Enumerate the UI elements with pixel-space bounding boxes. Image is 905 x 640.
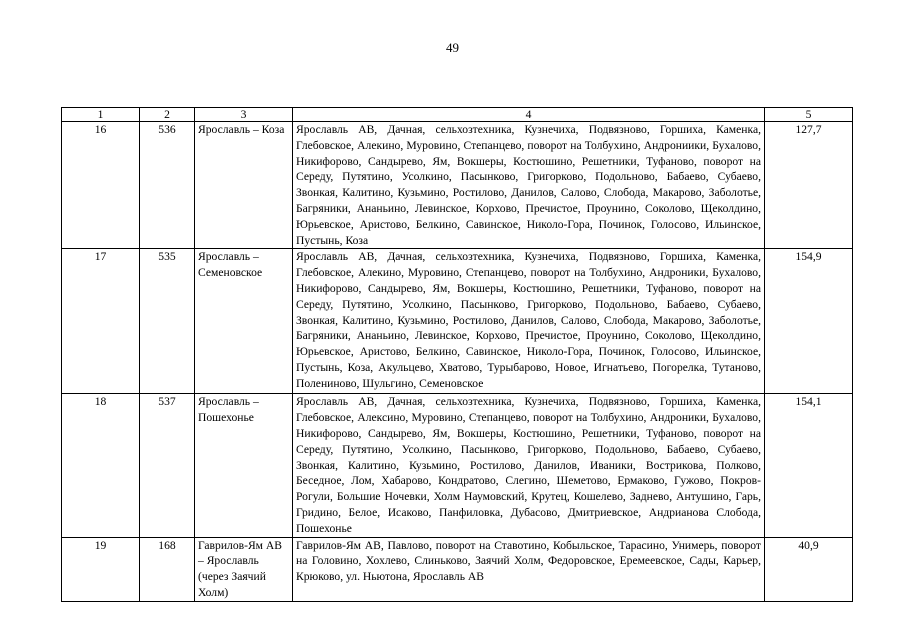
route-stops: Ярославль АВ, Дачная, сельхозтехника, Кузнечиха, Подвязново, Горшиха, Каменка, Глебовское, Алекино, Муровино, Степанцево, поворот на Толбухино, Андроники, Бухалово, Никифорово, Сандырево, Ям, Вокшеры, Костюшино, Решетники, Туфаново, поворот на Середу, Путятино, Усолкино, Пасынково, Григорково, Подольново, Бабаево, Субаево, Звонкая, Калитино, Кузьмино, Ростилово, Данилов, Салово, Слобода, Макарово, Заболотье, Багряники, Ананьино, Левинское, Корхово, Пречистое, Проунино, Соколово, Щеколдино, Юрьевское, Аристово, Белкино, Савинское, Николо-Гора, Починок, Голосово, Ильинское, Пустынь, Коза, Акульцево, Хватово, Турыбарово, Новое, Игнатьево, Погорелка, Тутаново, Полениново, Шульгино, Семеновское: [293, 249, 765, 394]
row-number: 17: [62, 249, 140, 394]
row-number: 19: [62, 537, 140, 601]
header-row: [62, 108, 853, 122]
route-length: 40,9: [765, 537, 853, 601]
table-row: [62, 249, 853, 394]
column-header-3: 3: [195, 108, 293, 122]
column-header-2: 2: [140, 108, 195, 122]
column-header-4: 4: [293, 108, 765, 122]
route-number: 168: [140, 537, 195, 601]
column-header-1: 1: [62, 108, 140, 122]
route-name: Ярославль – Коза: [195, 122, 293, 249]
route-stops: Ярославль АВ, Дачная, сельхозтехника, Кузнечиха, Подвязново, Горшиха, Каменка, Глебовское, Алекино, Муровино, Степанцево, поворот на Толбухино, Андрониики, Бухалово, Никифорово, Сандырево, Ям, Вокшеры, Костюшино, Решетники, Туфаново, поворот на Середу, Путятино, Усолкино, Пасынково, Григорково, Подольново, Бабаево, Субаево, Звонкая, Калитино, Кузьмино, Ростилово, Данилов, Салово, Слобода, Макарово, Заболотье, Багряники, Ананьино, Левинское, Корхово, Пречистое, Проунино, Соколово, Щеколдино, Юрьевское, Аристово, Белкино, Савинское, Николо-Гора, Починок, Голосово, Ильинское, Пустынь, Коза: [293, 122, 765, 249]
table-row: [62, 122, 853, 249]
page-number: 49: [446, 40, 459, 55]
table-row: [62, 394, 853, 537]
route-stops: Ярославль АВ, Дачная, сельхозтехника, Кузнечиха, Подвязново, Горшиха, Каменка, Глебовское, Алексино, Муровино, Степанцево, поворот на Толбухино, Андроники, Бухалово, Никифорово, Сандырево, Ям, Вокшеры, Костюшино, Решетники, Туфаново, поворот на Середу, Путятино, Усолкино, Пасынково, Григорково, Подольново, Бабаево, Субаево, Звонкая, Калитино, Кузьмино, Ростилово, Данилов, Иваники, Вострикова, Полково, Беседное, Лом, Хабарово, Кондратово, Слегино, Шеметово, Ермаково, Гужово, Покров-Рогули, Большие Ночевки, Холм Наумовский, Крутец, Кошелево, Заднево, Антушино, Гарь, Гридино, Белое, Исаково, Панфиловка, Дубасово, Дмитриевское, Андрианова Слобода, Пошехонье: [293, 394, 765, 537]
route-length: 154,9: [765, 249, 853, 394]
row-number: 18: [62, 394, 140, 537]
route-stops: Гаврилов-Ям АВ, Павлово, поворот на Ставотино, Кобыльское, Тарасино, Унимерь, поворот на Головино, Хохлево, Слиньково, Заячий Холм, Федоровское, Еремеевское, Сады, Карьер, Крюково, ул. Ньютона, Ярославль АВ: [293, 537, 765, 601]
route-name: Ярославль – Семеновское: [195, 249, 293, 394]
route-number: 536: [140, 122, 195, 249]
routes-table: [61, 107, 853, 602]
column-header-5: 5: [765, 108, 853, 122]
route-name: Гаврилов-Ям АВ – Ярославль (через Заячий Холм): [195, 537, 293, 601]
route-length: 154,1: [765, 394, 853, 537]
table-row: [62, 537, 853, 601]
route-name: Ярославль – Пошехонье: [195, 394, 293, 537]
row-number: 16: [62, 122, 140, 249]
route-number: 537: [140, 394, 195, 537]
route-length: 127,7: [765, 122, 853, 249]
route-number: 535: [140, 249, 195, 394]
